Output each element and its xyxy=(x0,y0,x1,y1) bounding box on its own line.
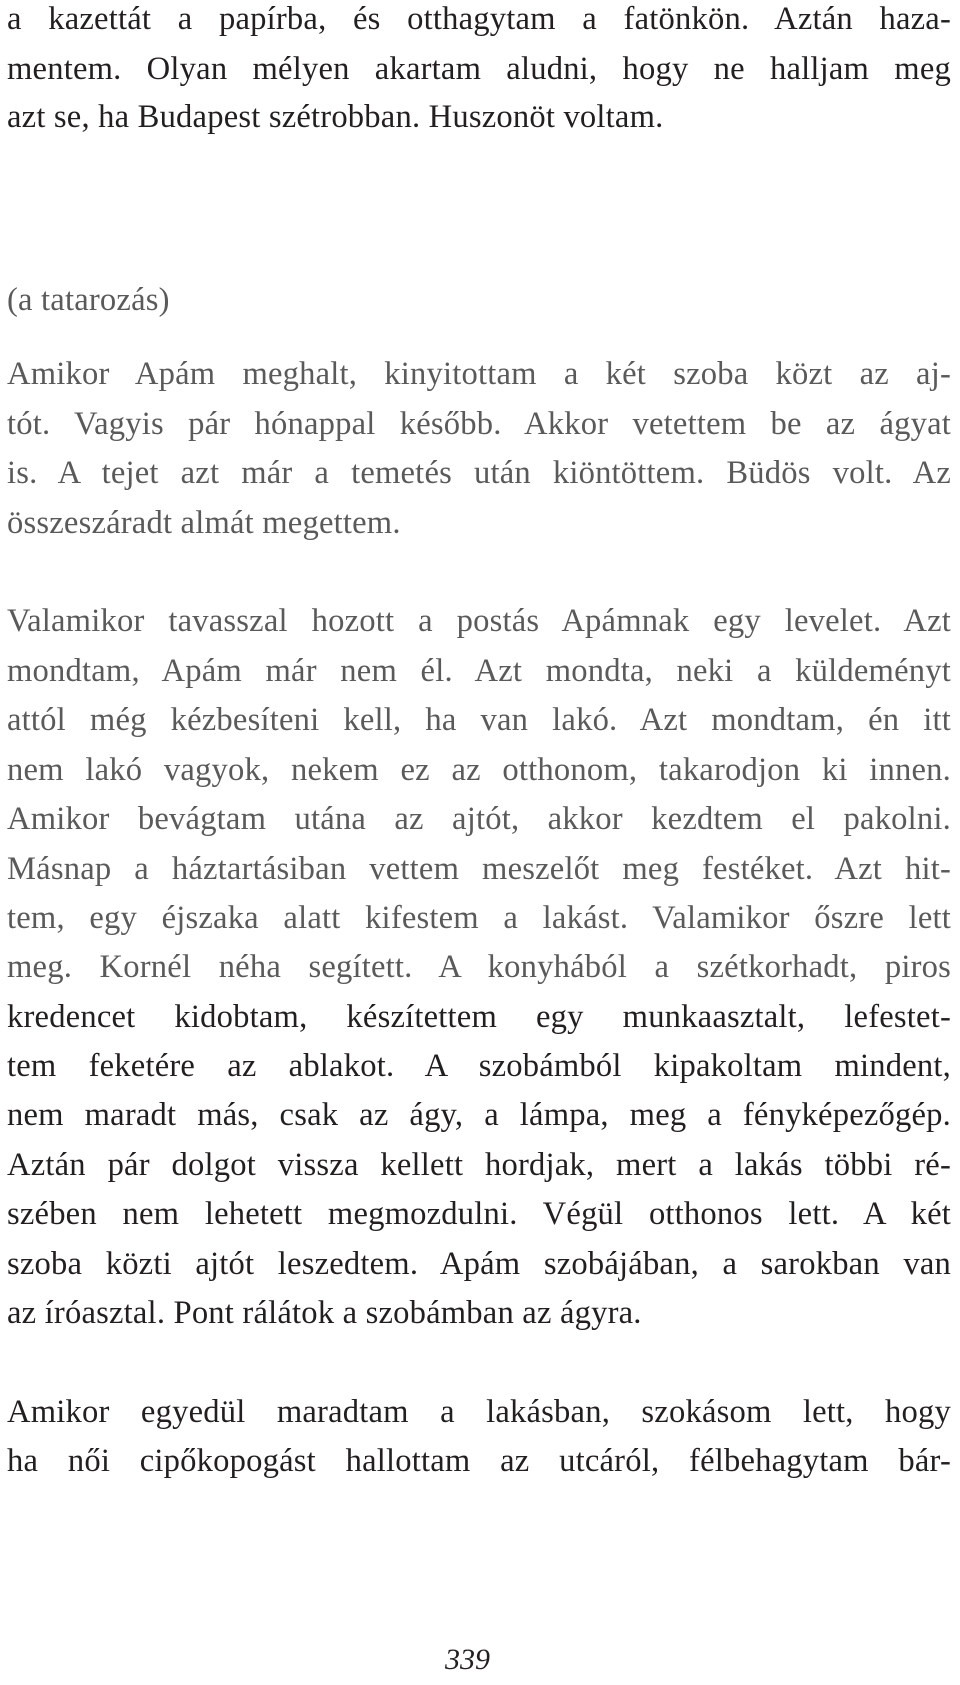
text-line: nem lakó vagyok, nekem ez az otthonom, takarodjon ki innen. xyxy=(7,752,951,788)
text-line: Másnap a háztartásiban vettem meszelőt meg festéket. Azt hit- xyxy=(7,851,951,887)
text-line: Valamikor tavasszal hozott a postás Apámnak egy levelet. Azt xyxy=(7,603,951,639)
text-line: mentem. Olyan mélyen akartam aludni, hogy ne halljam meg xyxy=(7,51,951,87)
text-line: szoba közti ajtót leszedtem. Apám szobájában, a sarokban van xyxy=(7,1246,951,1282)
text-line: is. A tejet azt már a temetés után kiöntöttem. Büdös volt. Az xyxy=(7,455,951,491)
text-line: nem maradt más, csak az ágy, a lámpa, meg a fényképezőgép. xyxy=(7,1097,951,1133)
section-heading: (a tatarozás) xyxy=(7,282,170,318)
text-line: Amikor Apám meghalt, kinyitottam a két szoba közt az aj- xyxy=(7,356,951,392)
text-line: az íróasztal. Pont rálátok a szobámban az ágyra. xyxy=(7,1295,642,1331)
text-line: kredencet kidobtam, készítettem egy munkaasztalt, lefestet- xyxy=(7,999,951,1035)
text-line: a kazettát a papírba, és otthagytam a fatönkön. Aztán haza- xyxy=(7,1,951,37)
text-line: attól még kézbesíteni kell, ha van lakó. Azt mondtam, én itt xyxy=(7,702,951,738)
text-line: tem feketére az ablakot. A szobámból kipakoltam mindent, xyxy=(7,1048,951,1084)
text-line: mondtam, Apám már nem él. Azt mondta, neki a küldeményt xyxy=(7,653,951,689)
text-line: Amikor bevágtam utána az ajtót, akkor kezdtem el pakolni. xyxy=(7,801,951,837)
text-line: Amikor egyedül maradtam a lakásban, szokásom lett, hogy xyxy=(7,1394,951,1430)
text-line: szében nem lehetett megmozdulni. Végül otthonos lett. A két xyxy=(7,1196,951,1232)
text-line: tót. Vagyis pár hónappal később. Akkor vetettem be az ágyat xyxy=(7,406,951,442)
text-line: azt se, ha Budapest szétrobban. Huszonöt voltam. xyxy=(7,99,664,135)
text-line: tem, egy éjszaka alatt kifestem a lakást. Valamikor őszre lett xyxy=(7,900,951,936)
text-line: összeszáradt almát megettem. xyxy=(7,505,401,541)
text-line: Aztán pár dolgot vissza kellett hordjak, mert a lakás többi ré- xyxy=(7,1147,951,1183)
page-number: 339 xyxy=(445,1643,490,1676)
text-line: meg. Kornél néha segített. A konyhából a szétkorhadt, piros xyxy=(7,949,951,985)
text-line: ha női cipőkopogást hallottam az utcáról, félbehagytam bár- xyxy=(7,1443,951,1479)
